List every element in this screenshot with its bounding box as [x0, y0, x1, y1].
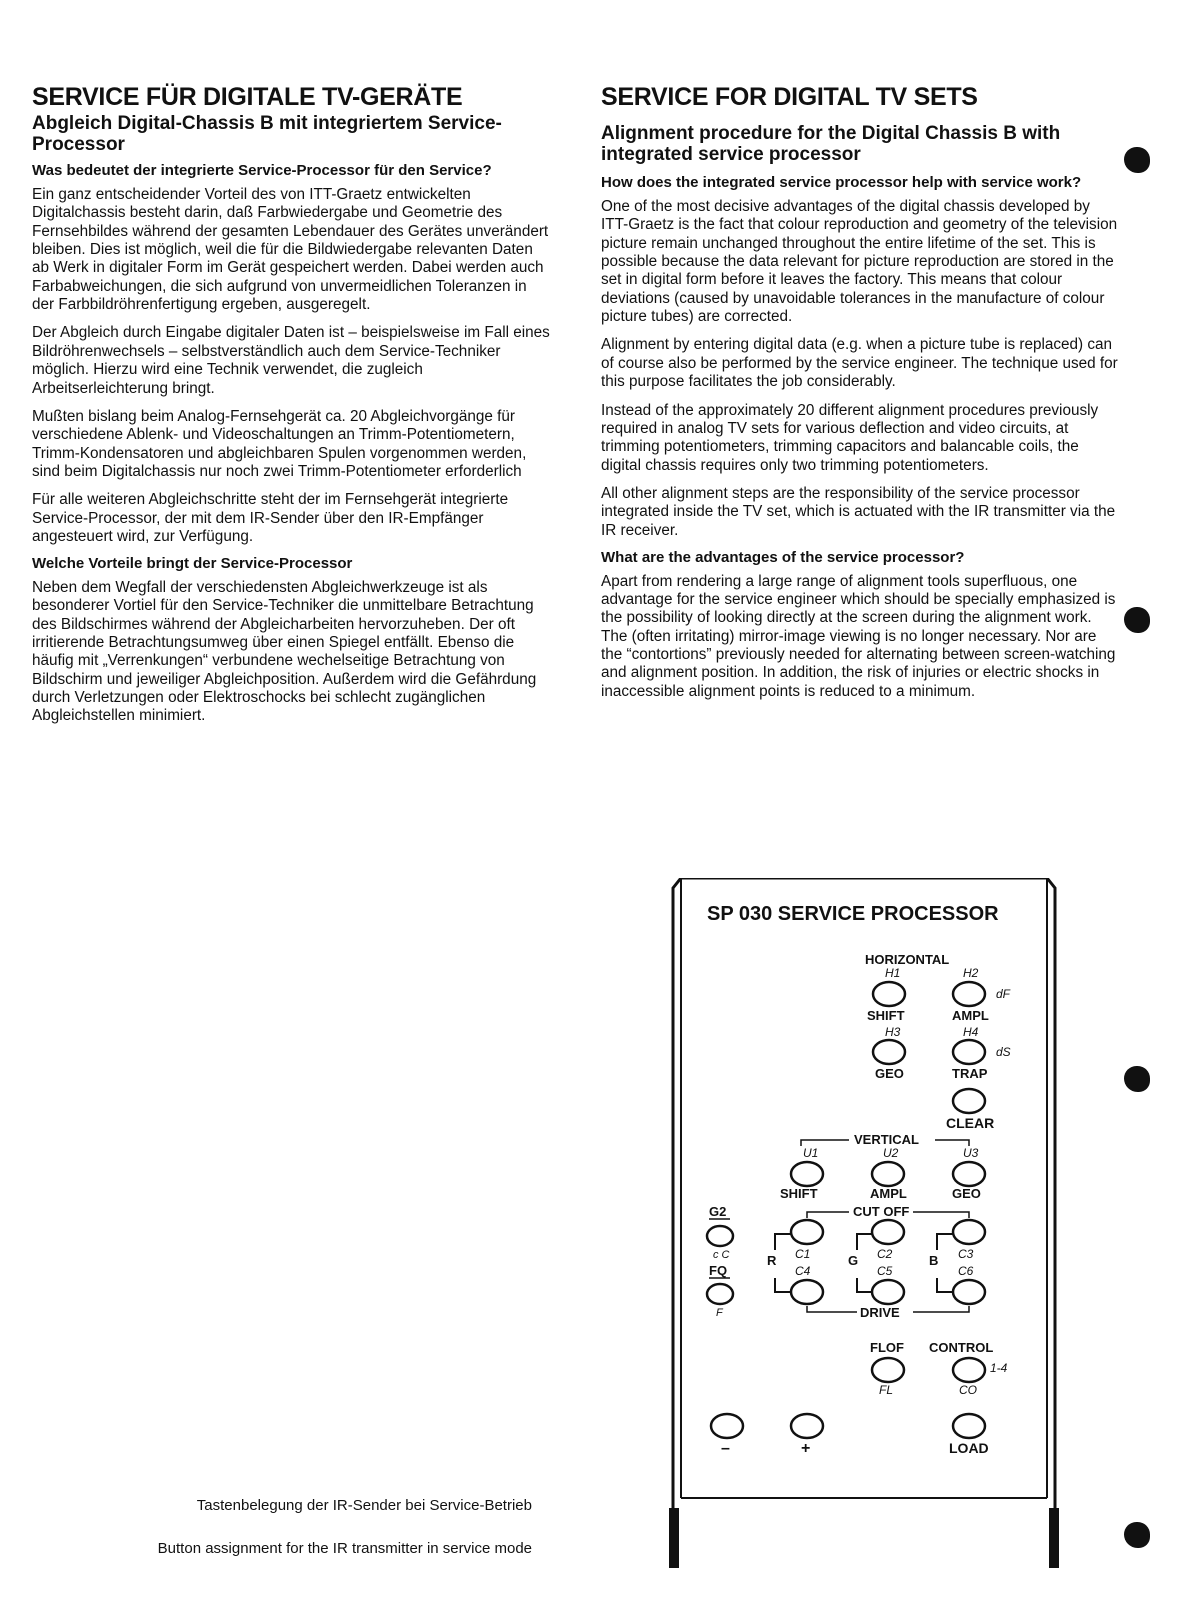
button-fq[interactable]	[707, 1284, 733, 1304]
button-c5[interactable]	[872, 1280, 904, 1304]
english-column	[601, 84, 1121, 711]
label-c5: C5	[877, 1264, 893, 1278]
punch-hole-mark	[1124, 1522, 1150, 1548]
english-paragraph-4: All other alignment steps are the responsibility of the service processor integrated inside the TV set, which is actuated with the IR transmitter via the IR receiver.	[601, 484, 1116, 539]
label-b: B	[929, 1253, 939, 1268]
button-c2[interactable]	[872, 1220, 904, 1244]
german-paragraph-2: Der Abgleich durch Eingabe digitaler Daten ist – beispielsweise im Fall eines Bildröhrenwechsels – selbstverständlich auch dem Service-Techniker möglich. Hierzu wird eine Technik verwendet, die zugleich Arbeitserleichterung bringt.	[32, 324, 550, 397]
button-plus[interactable]	[791, 1414, 823, 1438]
label-trap: TRAP	[952, 1066, 988, 1081]
caption-english: Button assignment for the IR transmitter in service mode	[157, 1540, 532, 1557]
label-df: dF	[996, 987, 1011, 1001]
english-question-2: What are the advantages of the service processor?	[601, 548, 965, 566]
label-geo: GEO	[875, 1066, 904, 1081]
punch-hole-mark	[1124, 1066, 1150, 1092]
label-cc: c C	[713, 1249, 730, 1261]
label-c4: C4	[795, 1264, 811, 1278]
label-v3: U3	[963, 1146, 979, 1160]
label-cutoff: CUT OFF	[853, 1204, 910, 1219]
english-paragraph-5: Apart from rendering a large range of alignment tools superfluous, one advantage for the service engineer which should be specially emphasized is the possibility of looking directly at the screen during the alignment work. The (often irritating) mirror-image viewing is no longer necessary. Nor are the “contortions” previously needed for alternating between screen-watching and alignment position. In addition, the risk of injuries or electric shocks in inaccessible alignment points is reduced to a minimum.	[601, 572, 1116, 700]
label-ampl: AMPL	[952, 1008, 989, 1023]
label-g: G	[848, 1253, 859, 1268]
button-h-ampl[interactable]	[953, 982, 985, 1006]
german-column	[32, 84, 552, 736]
b-bracket-bottom	[937, 1278, 953, 1292]
drive-bracket-left	[807, 1306, 857, 1312]
german-subtitle: Abgleich Digital-Chassis B mit integriertem Service-Processor	[32, 113, 502, 155]
german-paragraph-3: Mußten bislang beim Analog-Fernsehgerät ca. 20 Abgleichvorgänge für verschiedene Ablenk- und Videoschaltungen an Trimm-Potentiometern, Trimm-Kondensatoren und abgleichbaren Spulen vorgenommen werden, sind beim Digitalchassis nur noch zwei Trimm-Potentiometer erforderlich	[32, 407, 527, 480]
label-h2: H2	[963, 966, 979, 980]
label-vgeo: GEO	[952, 1186, 981, 1201]
label-h4: H4	[963, 1025, 979, 1039]
b-bracket-top	[937, 1234, 953, 1250]
label-drive: DRIVE	[860, 1305, 900, 1320]
button-load[interactable]	[953, 1414, 985, 1438]
remote-title: SP 030 SERVICE PROCESSOR	[707, 903, 999, 925]
english-paragraph-1: One of the most decisive advantages of the digital chassis developed by ITT-Graetz is the fact that colour reproduction and geometry of the television picture remain unchanged throughout the entire lifetime of the set. This is possible because the data relevant for picture reproduction are stored in the set in digital form before it leaves the factory. This means that colour deviations (caused by unavoidable tolerances in the manufacture of colour picture tubes) are corrected.	[601, 198, 1118, 326]
r-bracket-top	[775, 1234, 791, 1250]
button-h-trap[interactable]	[953, 1040, 985, 1064]
label-co: CO	[959, 1383, 977, 1397]
button-c6[interactable]	[953, 1280, 985, 1304]
label-horizontal: HORIZONTAL	[865, 952, 950, 967]
german-paragraph-4: Für alle weiteren Abgleichschritte steht der im Fernsehgerät integrierte Service-Processor, der mit dem IR-Sender über den IR-Empfänger angesteuert wird, zur Verfügung.	[32, 491, 509, 545]
english-paragraph-2: Alignment by entering digital data (e.g. when a picture tube is replaced) can of course also be performed by the service engineer. The technique used for this purpose facilitates the job considerably.	[601, 336, 1118, 391]
button-h-geo[interactable]	[873, 1040, 905, 1064]
button-h-shift[interactable]	[873, 982, 905, 1006]
button-v-shift[interactable]	[791, 1162, 823, 1186]
remote-right-rail	[1049, 1508, 1059, 1568]
german-question-2: Welche Vorteile bringt der Service-Processor	[32, 555, 353, 573]
german-paragraph-5: Neben dem Wegfall der verschiedensten Abgleichwerkzeuge ist als besonderer Vortiel für den Service-Techniker die unmittelbare Betrachtung des Bildschirmes während der Abgleicharbeiten hervorzuheben. Der oft irritierende Betrachtungsumweg über einen Spiegel entfällt. Ebenso die häufig mit „Verrenkungen“ verbundene wechelseitige Betrachtung von Bildschirm und jeweiliger Abgleichposition. Außerdem wird die Gefährdung durch Verletzungen oder Elektroschocks bei schlecht zugänglichen Abgleichstellen minimiert.	[32, 579, 537, 725]
label-range: 1-4	[990, 1361, 1008, 1375]
g-bracket-bottom	[857, 1278, 873, 1292]
label-vertical: VERTICAL	[854, 1132, 919, 1147]
remote-diagram	[667, 878, 1061, 1568]
button-v-geo[interactable]	[953, 1162, 985, 1186]
button-v-ampl[interactable]	[872, 1162, 904, 1186]
english-title: SERVICE FOR DIGITAL TV SETS	[601, 83, 978, 111]
label-load: LOAD	[949, 1440, 989, 1456]
label-minus: –	[721, 1440, 730, 1457]
label-c3: C3	[958, 1247, 974, 1261]
label-g2: G2	[709, 1204, 727, 1219]
label-c1: C1	[795, 1247, 811, 1261]
german-title: SERVICE FÜR DIGITALE TV-GERÄTE	[32, 83, 463, 111]
label-clear: CLEAR	[946, 1115, 995, 1131]
label-h3: H3	[885, 1025, 901, 1039]
button-g2[interactable]	[707, 1226, 733, 1246]
label-flof: FLOF	[870, 1340, 904, 1355]
english-paragraph-3: Instead of the approximately 20 different alignment procedures previously required in analog TV sets for various deflection and video circuits, at trimming potentiometers, trimming capacitors and balancable coils, the digital chassis requires only two trimming potentiometers.	[601, 401, 1099, 474]
label-shift: SHIFT	[867, 1008, 905, 1023]
english-question-1: How does the integrated service processor help with service work?	[601, 174, 1082, 192]
label-c2: C2	[877, 1247, 893, 1261]
r-bracket-bottom	[775, 1278, 791, 1292]
label-ds: dS	[996, 1045, 1011, 1059]
label-vshift: SHIFT	[780, 1186, 818, 1201]
punch-hole-mark	[1124, 147, 1150, 173]
button-c1[interactable]	[791, 1220, 823, 1244]
label-fl: FL	[879, 1383, 894, 1397]
cutoff-bracket-left	[807, 1212, 849, 1218]
button-clear[interactable]	[953, 1089, 985, 1113]
label-v2: U2	[883, 1146, 899, 1160]
g-bracket-top	[857, 1234, 873, 1250]
english-subtitle: Alignment procedure for the Digital Chassis B with integrated service processor	[601, 123, 1061, 165]
drive-bracket-right	[913, 1306, 969, 1312]
label-plus: +	[801, 1440, 811, 1457]
cutoff-bracket-right	[913, 1212, 969, 1218]
label-r: R	[767, 1253, 777, 1268]
remote-outline	[673, 878, 1055, 1568]
german-paragraph-1: Ein ganz entscheidender Vorteil des von ITT-Graetz entwickelten Digitalchassis besteht darin, daß Farbwiedergabe und Geometrie des Fernsehbildes während der gesamten Lebendauer des Gerätes unverändert bleiben. Dies ist möglich, weil die für die Bildwiedergabe relevanten Daten ab Werk in digitaler Form im Gerät gespeichert werden. Dabei werden auch Farbabweichungen, die sich aufgrund von unvermeidlichen Toleranzen in der Farbbildröhrenfertigung ergeben, ausgeregelt.	[32, 186, 549, 314]
button-c4[interactable]	[791, 1280, 823, 1304]
label-fq: FQ	[709, 1263, 728, 1278]
remote-left-rail	[669, 1508, 679, 1568]
label-v1: U1	[803, 1146, 819, 1160]
label-h1: H1	[885, 966, 901, 980]
german-question-1: Was bedeutet der integrierte Service-Processor für den Service?	[32, 162, 492, 180]
button-minus[interactable]	[711, 1414, 743, 1438]
caption-german: Tastenbelegung der IR-Sender bei Service-Betrieb	[196, 1497, 532, 1514]
label-f: F	[716, 1307, 723, 1319]
punch-hole-mark	[1124, 607, 1150, 633]
button-control[interactable]	[953, 1358, 985, 1382]
label-control: CONTROL	[929, 1340, 994, 1355]
button-c3[interactable]	[953, 1220, 985, 1244]
button-flof[interactable]	[872, 1358, 904, 1382]
label-vampl: AMPL	[870, 1186, 907, 1201]
remote-svg	[667, 878, 1061, 1568]
label-c6: C6	[958, 1264, 974, 1278]
